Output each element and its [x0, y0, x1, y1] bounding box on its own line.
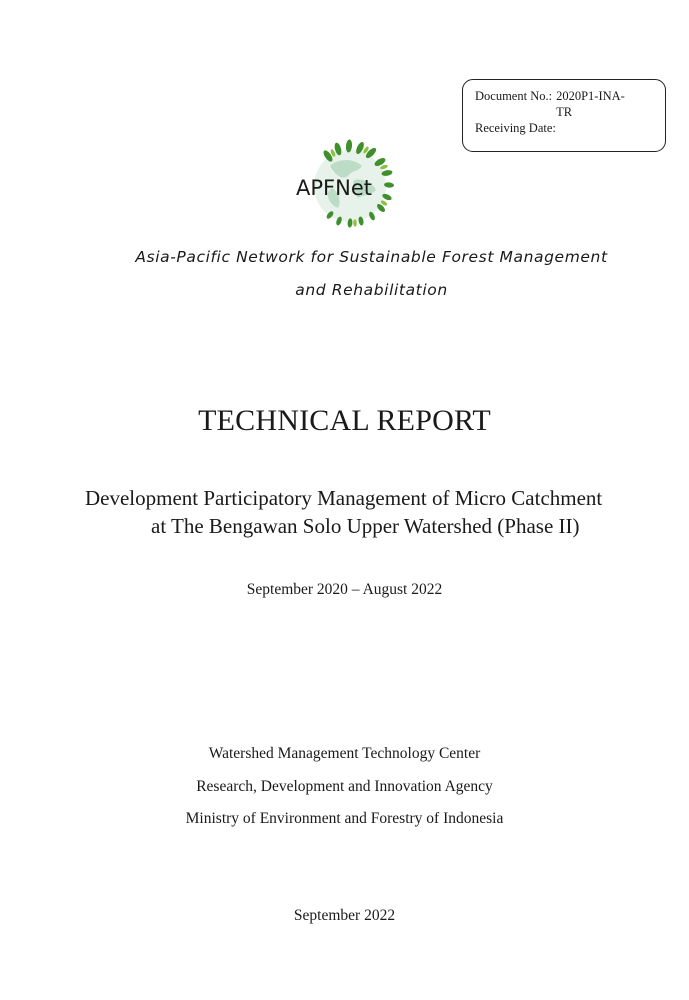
project-title-line-2: at The Bengawan Solo Upper Watershed (Phase II) — [151, 514, 580, 538]
institution-ministry: Ministry of Environment and Forestry of Indonesia — [185, 810, 504, 827]
apfnet-logo — [292, 136, 408, 231]
report-title: TECHNICAL REPORT — [198, 404, 491, 437]
document-number-label: Document No.: — [475, 89, 553, 103]
institution-center: Watershed Management Technology Center — [208, 745, 481, 762]
document-number-value: 2020P1-INA-TR — [556, 89, 625, 119]
receiving-date-value — [560, 120, 636, 136]
receiving-date-label: Receiving Date: — [475, 121, 556, 135]
document-info-box — [462, 79, 666, 152]
institution-agency: Research, Development and Innovation Agency — [196, 778, 493, 795]
project-period: September 2020 – August 2022 — [246, 581, 443, 598]
document-number-row — [475, 88, 655, 120]
apfnet-logo-text: APFNet — [296, 176, 372, 200]
organization-name-line-1: Asia-Pacific Network for Sustainable Forest Management — [135, 248, 608, 266]
publication-date: September 2022 — [293, 907, 396, 924]
organization-name-line-2: and Rehabilitation — [295, 281, 448, 299]
project-title-line-1: Development Participatory Management of Micro Catchment — [85, 486, 603, 510]
receiving-date-row — [475, 120, 655, 136]
